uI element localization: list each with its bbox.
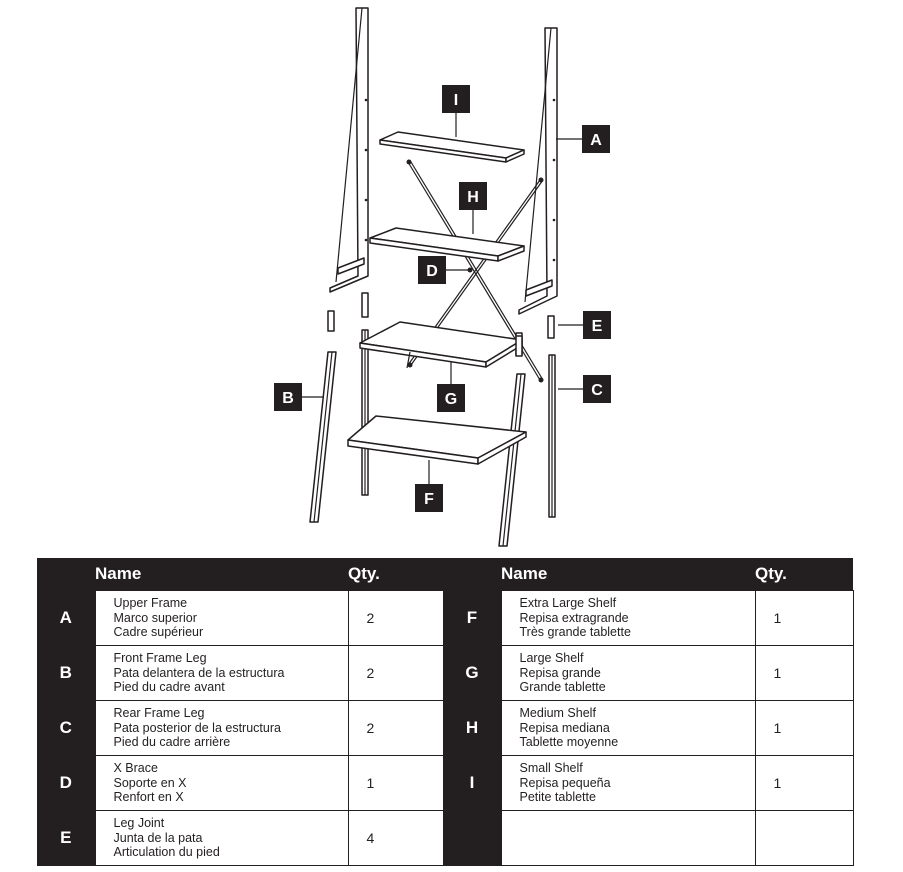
part-qty: 1 xyxy=(755,701,853,756)
svg-text:C: C xyxy=(591,382,603,399)
part-name: Leg Joint Junta de la pata Articulation du pied xyxy=(95,811,348,866)
part-letter xyxy=(443,811,501,866)
small-shelf xyxy=(380,132,524,162)
extra-large-shelf xyxy=(348,416,526,464)
table-row xyxy=(37,646,853,701)
part-qty: 1 xyxy=(755,646,853,701)
part-name: X Brace Soporte en X Renfort en X xyxy=(95,756,348,811)
part-name: Medium Shelf Repisa mediana Tablette moyenne xyxy=(501,701,755,756)
part-qty: 2 xyxy=(348,701,443,756)
svg-text:F: F xyxy=(424,491,434,508)
part-letter: I xyxy=(443,756,501,811)
part-name: Rear Frame Leg Pata posterior de la estructura Pied du cadre arrière xyxy=(95,701,348,756)
part-letter: F xyxy=(443,591,501,646)
svg-text:D: D xyxy=(426,263,438,280)
header-qty-right: Qty. xyxy=(755,558,853,591)
part-qty: 1 xyxy=(348,756,443,811)
part-name: Extra Large Shelf Repisa extragrande Très grande tablette xyxy=(501,591,755,646)
table-row xyxy=(37,591,853,646)
upper-frame-left xyxy=(330,8,368,292)
part-name: Upper Frame Marco superior Cadre supérieur xyxy=(95,591,348,646)
part-qty: 1 xyxy=(755,756,853,811)
svg-text:A: A xyxy=(590,132,602,149)
header-name-right: Name xyxy=(501,558,755,591)
part-name: Front Frame Leg Pata delantera de la estructura Pied du cadre avant xyxy=(95,646,348,701)
svg-text:I: I xyxy=(453,92,459,109)
header-qty-left: Qty. xyxy=(348,558,443,591)
part-name xyxy=(501,811,755,866)
callout-f xyxy=(415,484,443,512)
svg-text:H: H xyxy=(467,189,479,206)
callout-d xyxy=(418,256,446,284)
callout-i xyxy=(442,85,470,113)
part-letter: G xyxy=(443,646,501,701)
header-name-left: Name xyxy=(95,558,348,591)
large-shelf xyxy=(360,322,522,368)
upper-frame-right xyxy=(519,28,557,314)
table-row xyxy=(37,701,853,756)
svg-text:G: G xyxy=(444,391,458,408)
part-qty: 2 xyxy=(348,646,443,701)
part-letter: H xyxy=(443,701,501,756)
part-qty: 2 xyxy=(348,591,443,646)
table-header xyxy=(37,558,853,591)
part-qty: 1 xyxy=(755,591,853,646)
callout-h xyxy=(459,182,487,210)
callout-g xyxy=(437,384,465,412)
medium-shelf xyxy=(370,228,524,261)
part-letter: B xyxy=(37,646,95,701)
part-letter: E xyxy=(37,811,95,866)
part-qty xyxy=(755,811,853,866)
part-letter: A xyxy=(37,591,95,646)
part-qty: 4 xyxy=(348,811,443,866)
part-letter: C xyxy=(37,701,95,756)
callout-c xyxy=(583,375,611,403)
callout-a xyxy=(582,125,610,153)
callout-b xyxy=(274,383,302,411)
parts-table xyxy=(37,558,854,866)
table-row xyxy=(37,756,853,811)
svg-text:B: B xyxy=(282,390,294,407)
table-row xyxy=(37,811,853,866)
callout-e xyxy=(583,311,611,339)
part-letter: D xyxy=(37,756,95,811)
part-name: Small Shelf Repisa pequeña Petite tablette xyxy=(501,756,755,811)
svg-text:E: E xyxy=(591,318,603,335)
part-name: Large Shelf Repisa grande Grande tablette xyxy=(501,646,755,701)
